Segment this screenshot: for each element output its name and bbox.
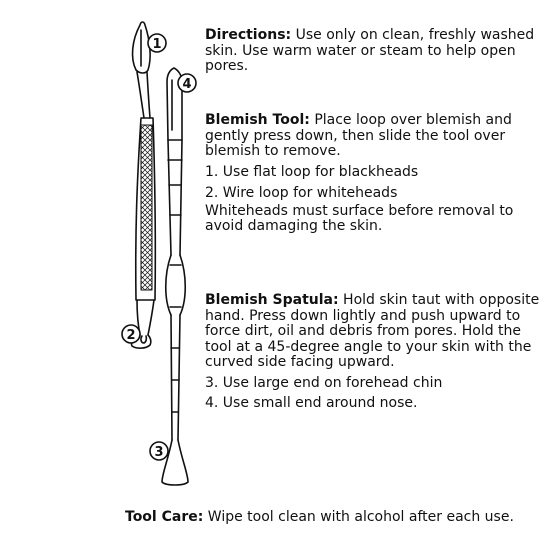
- blemish-spatula-text: Hold skin taut with opposite hand. Press down lightly and push upward to force dirt, oil and debris from pores. Hold the tool at a 45-degree angle to your skin with the curved side facing upward.: [205, 292, 540, 370]
- blemish-spatula-item-4: 4. Use small end around nose.: [205, 395, 418, 411]
- blemish-spatula-item-3: 3. Use large end on forehead chin: [205, 374, 443, 391]
- knurled-grip: [141, 125, 152, 290]
- callout-2: [122, 325, 140, 343]
- callout-3-label: 3: [154, 445, 164, 460]
- callout-4: [178, 74, 196, 92]
- callout-3: [150, 442, 168, 460]
- tool-care-heading: Tool Care:: [125, 509, 204, 525]
- blemish-tool-note: Whiteheads must surface before removal to avoid damaging the skin.: [205, 202, 514, 234]
- callout-4-label: 4: [182, 77, 192, 92]
- blemish-tool-drawing: [131, 22, 155, 348]
- spatula-tool-drawing: [162, 68, 188, 485]
- blemish-spatula-heading: Blemish Spatula:: [205, 292, 339, 308]
- directions-text: Use only on clean, freshly washed skin. Use warm water or steam to help open pores.: [205, 27, 535, 74]
- blemish-spatula-section: [205, 293, 550, 414]
- blemish-tool-section: [205, 113, 550, 235]
- callout-1-label: 1: [152, 37, 162, 52]
- callout-1: [148, 34, 166, 52]
- blemish-tool-heading: Blemish Tool:: [205, 112, 310, 128]
- directions-heading: Directions:: [205, 27, 292, 43]
- callout-2-label: 2: [126, 328, 136, 343]
- blemish-tool-item-2: 2. Wire loop for whiteheads: [205, 185, 398, 201]
- tool-care-section: [125, 510, 550, 526]
- tool-care-text: Wipe tool clean with alcohol after each use.: [207, 509, 514, 525]
- blemish-tool-text: Place loop over blemish and gently press down, then slide the tool over blemish to remove.: [205, 112, 512, 159]
- blemish-tool-item-1: 1. Use flat loop for blackheads: [205, 163, 419, 180]
- directions-section: [205, 28, 550, 75]
